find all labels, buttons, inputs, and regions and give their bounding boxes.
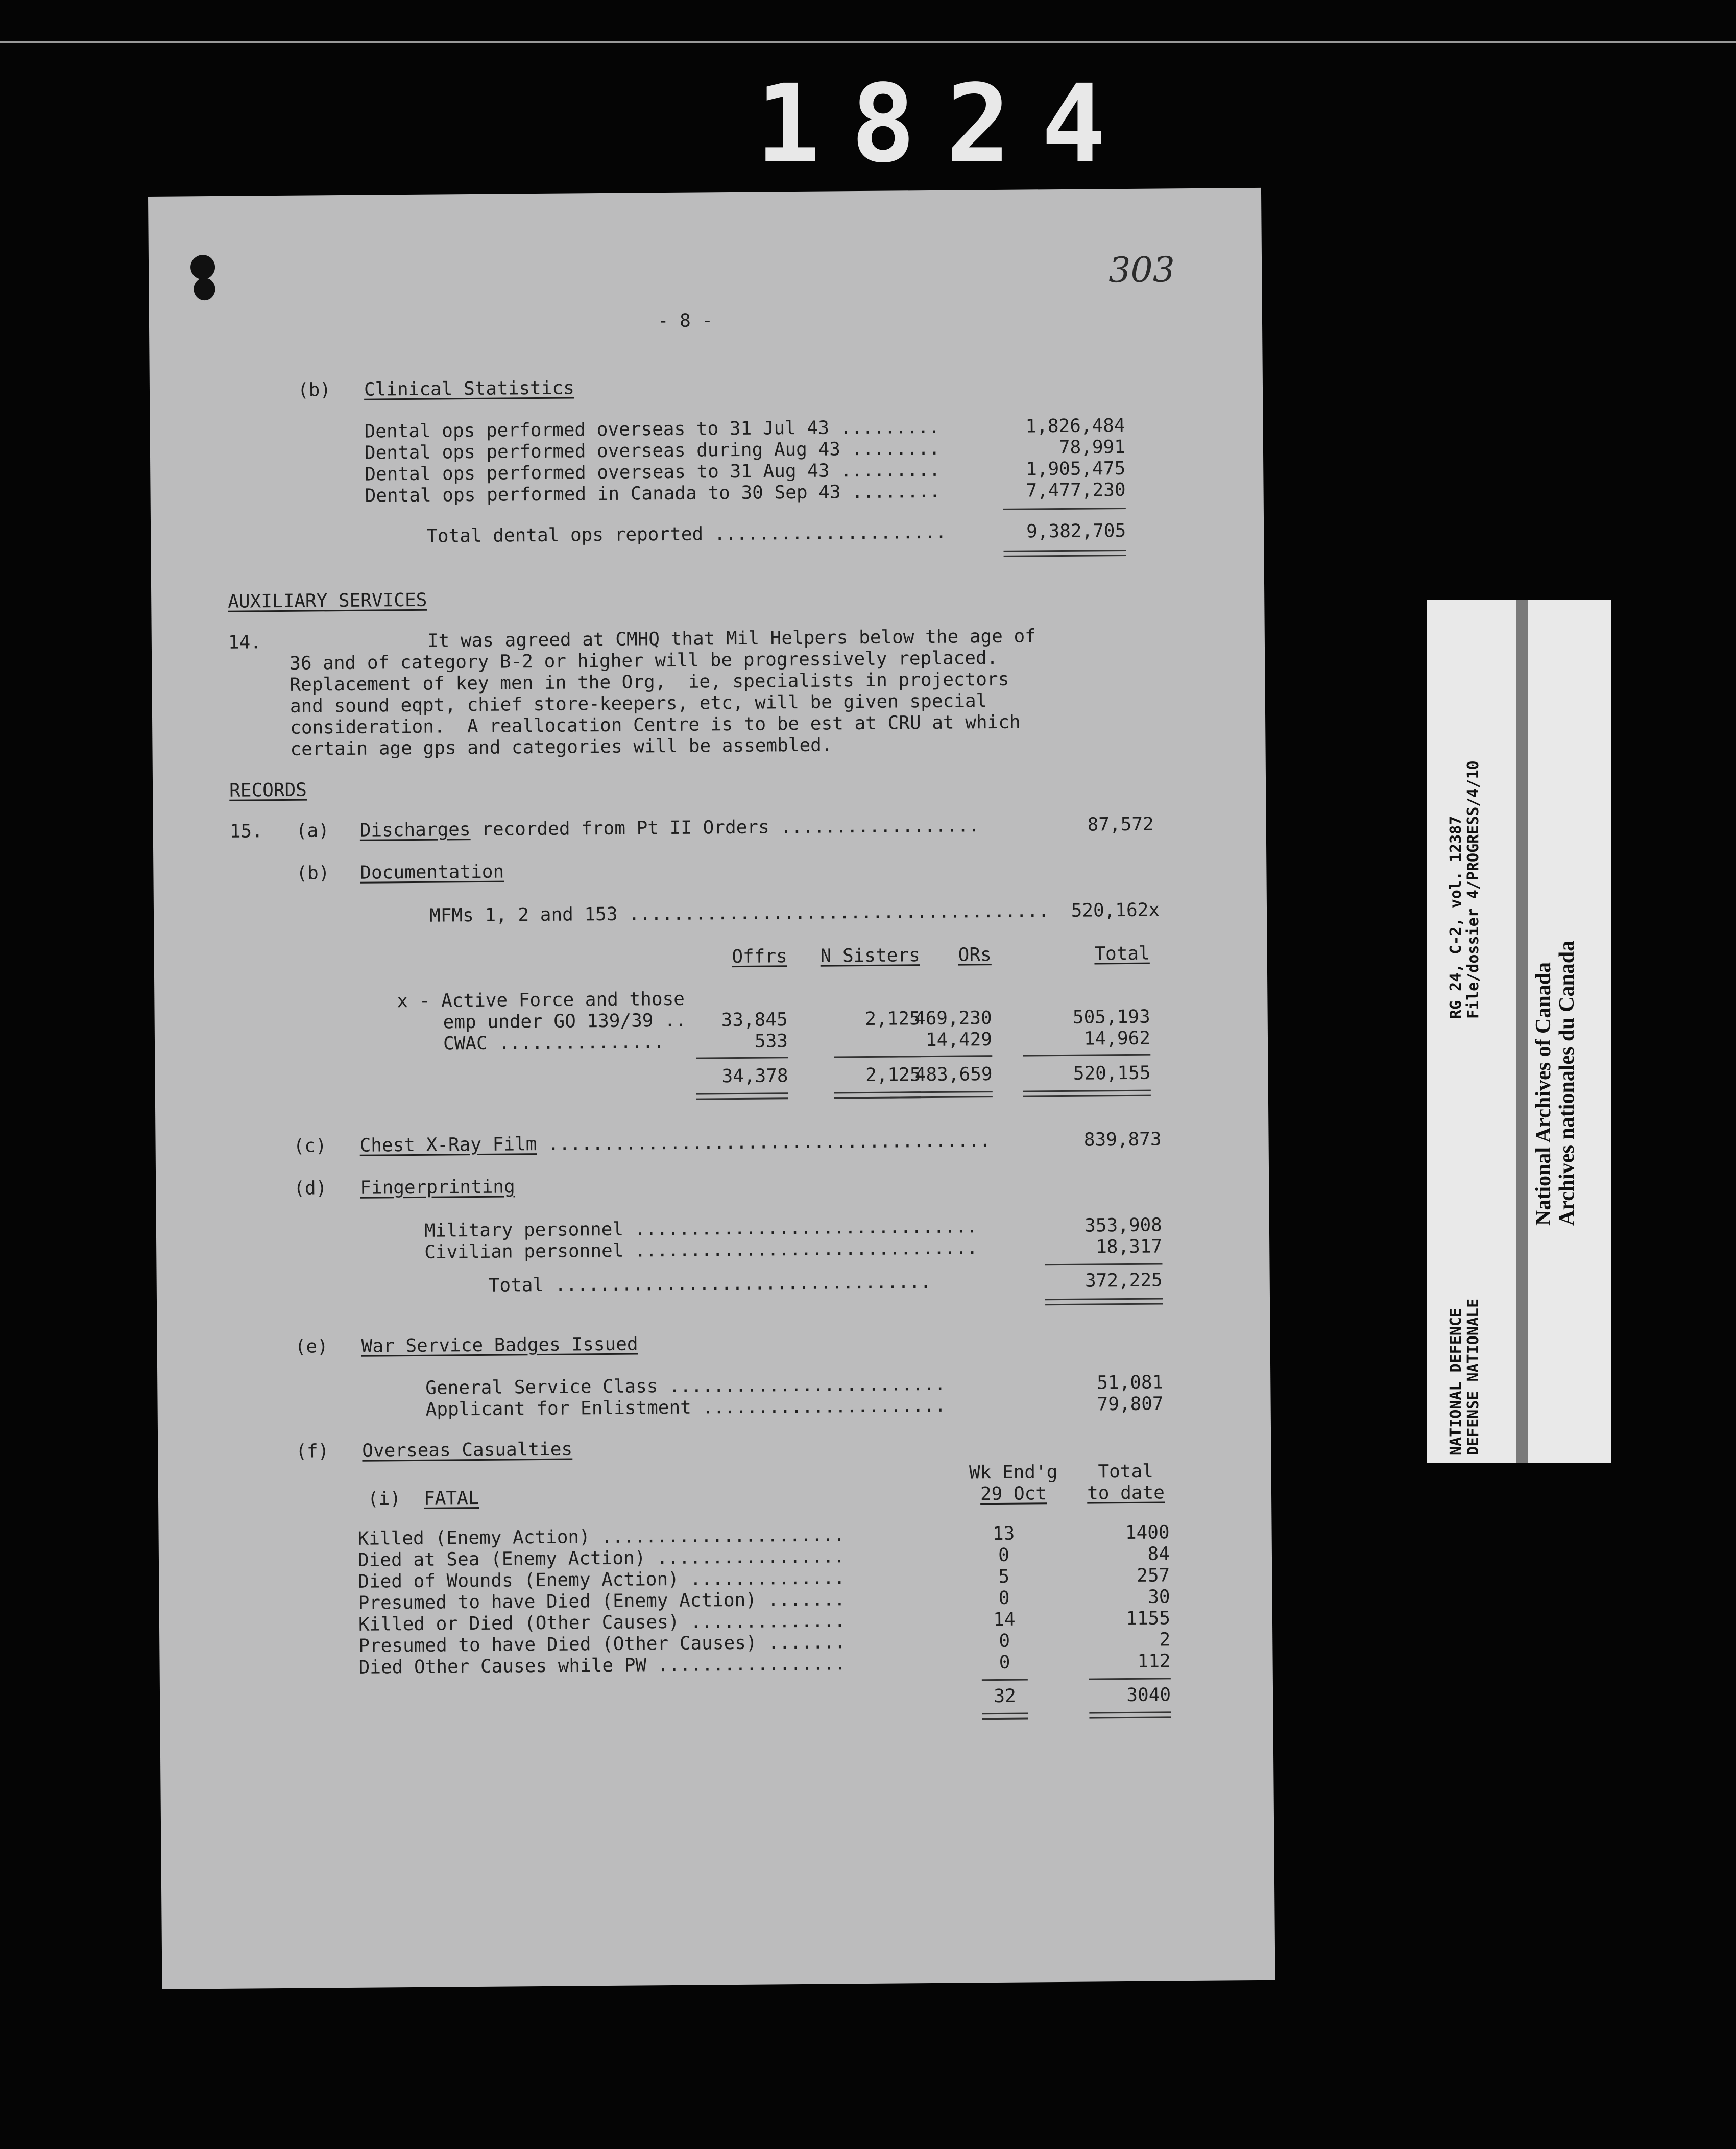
casualty-row-label: Presumed to have Died (Enemy Action) ....... [358,1589,846,1614]
casualty-wk-value: 0 [998,1544,1009,1566]
total-rule [982,1679,1028,1681]
casualty-wk-value: 14 [993,1609,1016,1631]
clinical-total-value: 9,382,705 [1026,520,1126,542]
mfm-label: MFMs 1, 2 and 153 ...................................... [429,900,1049,926]
casualty-row-label: Killed (Enemy Action) ...................... [357,1524,845,1549]
document-page [148,188,1275,1989]
double-rule [982,1713,1028,1715]
page-number: - 8 - [657,310,713,332]
casualty-row-label: Killed or Died (Other Causes) .............. [358,1610,846,1635]
double-rule [696,1092,788,1094]
chest-xray-dots: ........................................ [537,1130,991,1155]
folio-number: 303 [1108,250,1175,291]
total-rule [1023,1054,1150,1057]
casualty-wk-value: 0 [999,1630,1010,1652]
fingerprinting-heading: Fingerprinting [360,1176,515,1199]
casualty-row-label: Died of Wounds (Enemy Action) .............. [358,1567,846,1592]
casualty-wk-value: 0 [999,1652,1010,1673]
auxiliary-para-number: 14. [228,632,262,653]
archive-label-card [1427,600,1611,1463]
total-rule [1089,1678,1171,1680]
clinical-row-value: 1,905,475 [1026,458,1126,480]
doc-row-label: CWAC ............... [443,1032,665,1055]
total-rule [1045,1263,1162,1265]
fatal-marker: (i) [367,1488,401,1510]
doc-total-cell: 520,155 [1073,1062,1151,1084]
discharges-label: Discharges [359,819,471,841]
item-e-marker: (e) [295,1336,328,1357]
casualty-total-value: 2 [1159,1629,1171,1651]
discharges-value: 87,572 [1087,814,1154,835]
casualty-wk-value: 13 [992,1523,1015,1545]
department-name [1448,1299,1482,1455]
fingerprint-row-value: 353,908 [1084,1214,1163,1236]
total-rule [696,1057,788,1059]
archive-reference-line: File/dossier 4/PROGRESS/4/10 [1464,760,1482,1019]
item-f-marker: (f) [296,1441,329,1462]
auxiliary-heading: AUXILIARY SERVICES [228,589,427,612]
auxiliary-line: consideration. A reallocation Centre is to be est at CRU at which [290,711,1021,738]
double-rule [890,1096,993,1099]
auxiliary-line: and sound eqpt, chief store-keepers, etc, will be given special [290,690,987,717]
clinical-row-label: Dental ops performed overseas to 31 Aug 43 ......... [365,459,941,485]
fingerprint-row-value: 18,317 [1096,1236,1163,1258]
archive-reference-line: RG 24, C-2, vol. 12387 [1447,816,1465,1019]
doc-total-cell: 483,659 [914,1064,993,1086]
archives-name [1532,941,1579,1226]
clinical-total-label: Total dental ops reported ..................... [426,521,947,547]
casualty-row-label: Died Other Causes while PW ................. [358,1653,846,1678]
doc-cell: 33,845 [721,1009,788,1031]
fingerprint-total-label: Total .................................. [488,1272,931,1296]
doc-cell: 14,429 [925,1029,993,1051]
archive-reference [1448,760,1482,1019]
casualty-total-value: 1155 [1126,1608,1171,1630]
frame-number: 1824 [756,61,1137,186]
casualty-total-value: 112 [1137,1651,1171,1672]
double-rule [1004,555,1126,557]
doc-cell: 14,962 [1083,1028,1151,1049]
fingerprint-total-value: 372,225 [1084,1270,1163,1292]
double-rule [1089,1716,1171,1718]
clinical-row-value: 1,826,484 [1025,415,1125,437]
punch-hole-mark [194,278,215,300]
double-rule [1003,550,1126,552]
total-rule [1003,508,1126,510]
badges-row-value: 51,081 [1097,1372,1164,1394]
label-divider-band [1516,600,1528,1463]
clinical-row-value: 7,477,230 [1026,479,1126,502]
doc-total-cell: 34,378 [721,1065,788,1087]
total-col-header: Total [1098,1461,1154,1483]
casualty-total-value: 84 [1147,1543,1170,1565]
archives-name-line: Archives nationales du Canada [1555,940,1579,1226]
mfm-value: 520,162x [1071,899,1160,921]
casualties-heading: Overseas Casualties [362,1439,573,1462]
item-d-marker: (d) [294,1178,327,1199]
item-a-marker: (a) [296,820,329,842]
clinical-row-value: 78,991 [1058,436,1126,459]
casualty-total-value: 257 [1137,1565,1170,1586]
double-rule [890,1091,993,1093]
documentation-heading: Documentation [360,861,504,884]
doc-cell: 469,230 [914,1008,992,1030]
chest-xray-label: Chest X-Ray Film [359,1134,537,1156]
department-name-line: NATIONAL DEFENCE [1447,1308,1465,1455]
doc-cell: 533 [754,1031,788,1052]
casualty-row-label: Presumed to have Died (Other Causes) ....... [358,1632,846,1657]
double-rule [696,1097,788,1100]
records-heading: RECORDS [229,779,307,801]
auxiliary-line: It was agreed at CMHQ that Mil Helpers below the age of [427,626,1036,652]
fingerprint-row-label: Military personnel ............................... [424,1216,978,1241]
doc-cell: 505,193 [1072,1006,1150,1028]
casualty-row-label: Died at Sea (Enemy Action) ................. [357,1546,845,1571]
double-rule [1089,1711,1171,1713]
top-border-line [0,41,1736,43]
discharges-line [360,816,980,841]
auxiliary-line: certain age gps and categories will be assembled. [290,734,833,760]
department-name-line: DEFENSE NATIONALE [1464,1298,1482,1455]
col-header-ors: ORs [958,944,992,966]
col-header-n-sisters: N Sisters [820,945,920,967]
clinical-marker: (b) [297,379,331,401]
double-rule [982,1718,1028,1720]
casualty-grand-total: 3040 [1126,1684,1171,1706]
wk-col-header: Wk End'g [969,1462,1058,1484]
doc-cell: 2,125 [865,1008,921,1030]
fingerprint-row-label: Civilian personnel ............................... [424,1237,978,1263]
total-rule [890,1055,992,1058]
col-header-offrs: Offrs [732,946,787,968]
punch-hole-mark [190,255,215,279]
badges-heading: War Service Badges Issued [361,1333,638,1357]
item-c-marker: (c) [293,1135,327,1157]
clinical-heading: Clinical Statistics [364,377,574,400]
casualty-total-value: 30 [1148,1586,1170,1608]
total-col-header: to date [1087,1482,1165,1504]
chest-xray-line [359,1131,991,1156]
fatal-heading: FATAL [423,1487,479,1509]
double-rule [1023,1090,1151,1092]
badges-row-value: 79,807 [1097,1393,1164,1415]
casualty-wk-value: 0 [998,1587,1010,1609]
clinical-row-label: Dental ops performed overseas to 31 Jul 43 ......... [364,416,940,442]
chest-xray-value: 839,873 [1083,1129,1162,1151]
wk-col-header: 29 Oct [980,1483,1047,1505]
casualty-total-value: 1400 [1125,1522,1170,1544]
clinical-row-label: Dental ops performed in Canada to 30 Sep 43 ........ [365,481,941,507]
casualty-wk-total: 32 [994,1685,1016,1707]
records-para-number: 15. [229,821,263,842]
clinical-row-label: Dental ops performed overseas during Aug 43 ........ [364,438,941,464]
double-rule [1045,1303,1163,1305]
auxiliary-line: 36 and of category B-2 or higher will be progressively replaced. [290,647,998,674]
doc-total-cell: 2,125 [865,1064,921,1086]
col-header-total: Total [1094,943,1150,965]
archives-name-line: National Archives of Canada [1532,962,1555,1226]
double-rule [1045,1298,1163,1300]
badges-row-label: General Service Class ......................... [425,1373,946,1399]
auxiliary-line: Replacement of key men in the Org, ie, specialists in projectors [290,668,1009,696]
doc-row-label: emp under GO 139/39 .. [443,1010,687,1033]
item-b-marker: (b) [296,863,330,884]
doc-row-label: x - Active Force and those [397,988,685,1012]
discharges-rest: recorded from Pt II Orders .................. [470,815,980,841]
casualty-wk-value: 5 [998,1566,1010,1588]
badges-row-label: Applicant for Enlistment ...................... [425,1395,946,1420]
double-rule [1023,1095,1151,1097]
